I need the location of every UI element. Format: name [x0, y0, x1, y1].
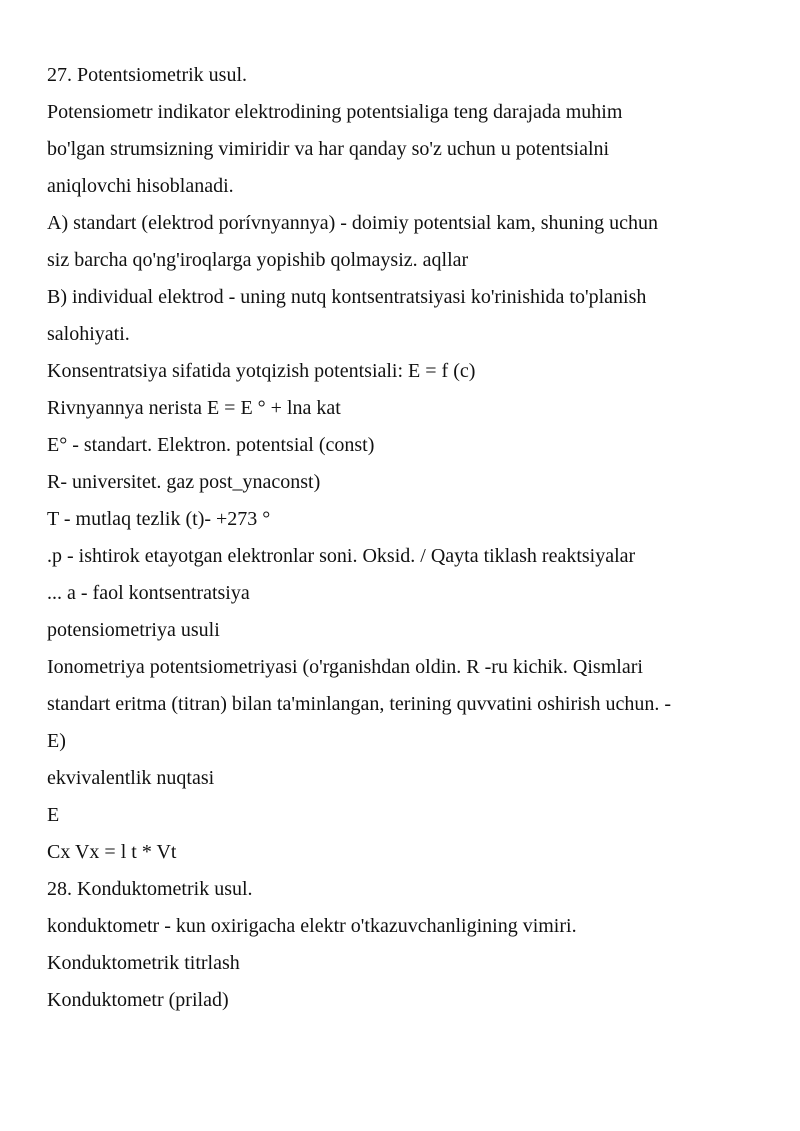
definition-line: .p - ishtirok etayotgan elektronlar soni. Oksid. / Qayta tiklash reaktsiyalar [47, 545, 636, 567]
paragraph-line: konduktometr - kun oxirigacha elektr o'tkazuvchanligining vimiri. [47, 915, 577, 937]
item-b-line: B) individual elektrod - uning nutq kontsentratsiyasi ko'rinishida to'planish [47, 286, 647, 308]
subheading-line: potensiometriya usuli [47, 619, 220, 641]
paragraph-line: Potensiometr indikator elektrodining potentsialiga teng darajada muhim [47, 101, 623, 123]
document-page [47, 57, 767, 1019]
section-heading-28: 28. Konduktometrik usul. [47, 878, 253, 900]
formula-line: Konsentratsiya sifatida yotqizish potentsiali: E = f (c) [47, 360, 476, 382]
paragraph-line: bo'lgan strumsizning vimiridir va har qanday so'z uchun u potentsialni [47, 138, 610, 160]
formula-line: Cx Vx = l t * Vt [47, 841, 177, 863]
paragraph-line: Konduktometrik titrlash [47, 952, 240, 974]
paragraph-line: Ionometriya potentsiometriyasi (o'rganishdan oldin. R -ru kichik. Qismlari [47, 656, 643, 678]
paragraph-line: Konduktometr (prilad) [47, 989, 229, 1011]
item-a-line: A) standart (elektrod porívnyannya) - doimiy potentsial kam, shuning uchun [47, 212, 658, 234]
definition-line: E° - standart. Elektron. potentsial (const) [47, 434, 375, 456]
paragraph-line: ekvivalentlik nuqtasi [47, 767, 215, 789]
section-heading-27: 27. Potentsiometrik usul. [47, 64, 247, 86]
definition-line: R- universitet. gaz post_ynaconst) [47, 471, 321, 493]
definition-line: ... a - faol kontsentratsiya [47, 582, 250, 604]
paragraph-line: standart eritma (titran) bilan ta'minlangan, terining quvvatini oshirish uchun. - [47, 693, 672, 715]
paragraph-line: E) [47, 730, 66, 752]
paragraph-line: E [47, 804, 60, 826]
item-b-line: salohiyati. [47, 323, 130, 345]
item-a-line: siz barcha qo'ng'iroqlarga yopishib qolmaysiz. aqllar [47, 249, 469, 271]
formula-line: Rivnyannya nerista E = E ° + lna kat [47, 397, 341, 419]
definition-line: T - mutlaq tezlik (t)- +273 ° [47, 508, 271, 530]
paragraph-line: aniqlovchi hisoblanadi. [47, 175, 234, 197]
